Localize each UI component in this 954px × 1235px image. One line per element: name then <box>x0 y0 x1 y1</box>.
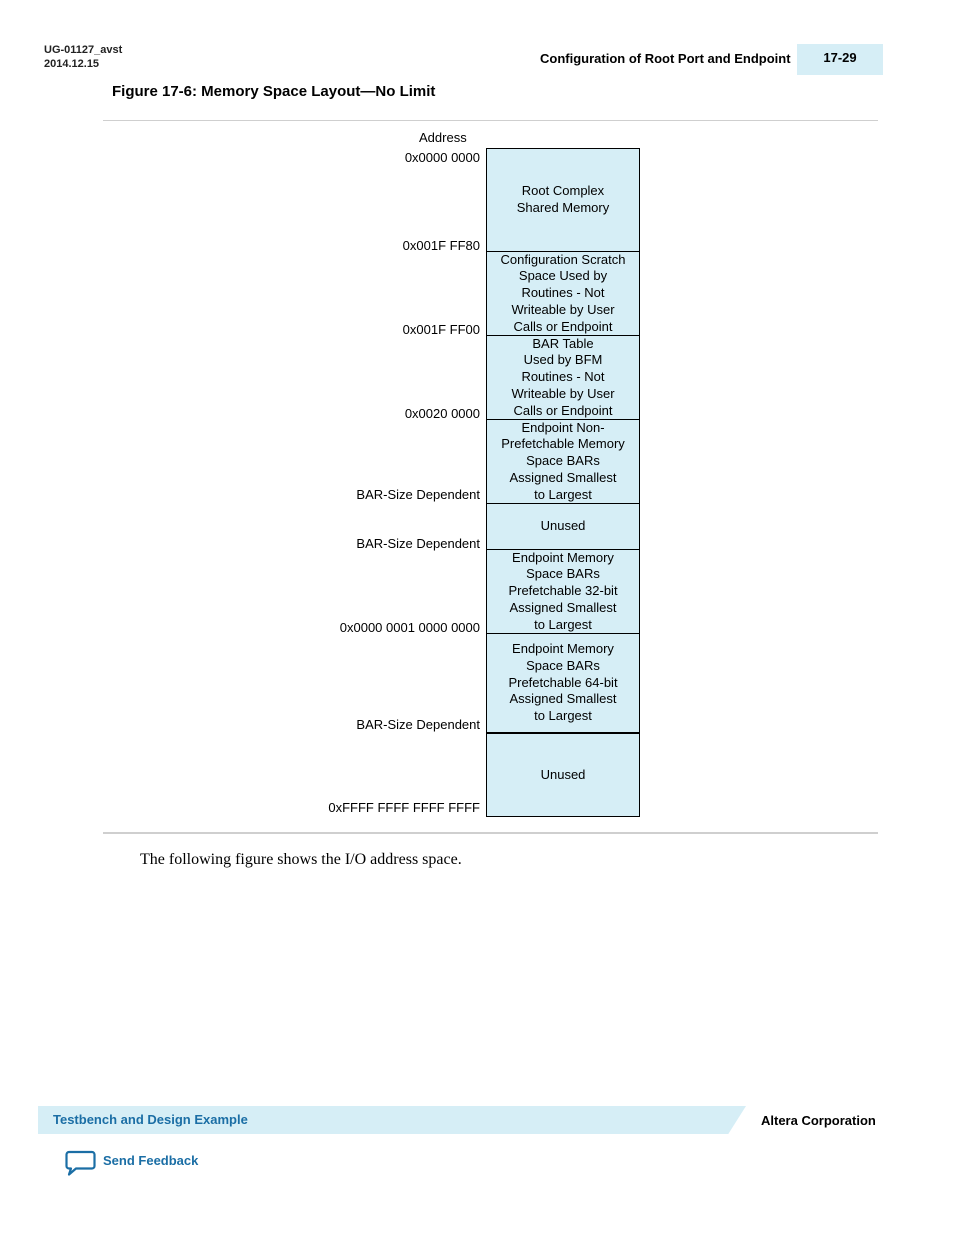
block-line: Space BARs <box>526 657 600 673</box>
memory-block-nonprefetch <box>486 419 640 503</box>
block-line: Unused <box>540 766 586 782</box>
figure-title: Figure 17-6: Memory Space Layout—No Limit <box>112 83 436 100</box>
block-line: Prefetchable 32-bit <box>508 583 618 599</box>
address-label: 0x001F FF80 <box>402 238 480 253</box>
doc-date: 2014.12.15 <box>44 58 100 70</box>
page-number: 17-29 <box>797 44 883 75</box>
header-title: Configuration of Root Port and Endpoint <box>540 51 791 66</box>
block-line: Assigned Smallest <box>509 469 617 485</box>
block-line: Used by BFM <box>523 352 603 368</box>
block-line: Configuration Scratch <box>500 251 626 267</box>
block-line: Endpoint Memory <box>512 549 614 565</box>
block-line: Endpoint Memory <box>512 641 614 656</box>
send-feedback-link[interactable]: Send Feedback <box>103 1153 199 1168</box>
address-label: 0x0000 0000 <box>404 150 480 165</box>
block-line: Space BARs <box>526 566 600 582</box>
block-line: Prefetchable 64-bit <box>508 674 618 690</box>
block-line: Shared Memory <box>516 199 610 215</box>
footer-section-link[interactable]: Testbench and Design Example <box>53 1112 248 1127</box>
memory-block-unused <box>486 503 640 549</box>
block-line: Writeable by User <box>511 301 615 317</box>
block-line: Assigned Smallest <box>509 599 617 615</box>
address-label: BAR-Size Dependent <box>356 717 480 732</box>
block-line: Unused <box>540 518 586 534</box>
memory-block-prefetch-64 <box>486 633 640 732</box>
block-line: Space Used by <box>518 268 608 284</box>
block-line: BAR Table <box>532 335 594 351</box>
address-heading: Address <box>419 130 467 145</box>
block-line: Space BARs <box>526 453 600 469</box>
block-line: Routines - Not <box>521 285 605 301</box>
memory-block-bar-table <box>486 335 640 419</box>
block-line: Assigned Smallest <box>509 691 617 707</box>
memory-block-unused-top <box>486 732 640 816</box>
address-label: BAR-Size Dependent <box>356 487 480 502</box>
block-line: Prefetchable Memory <box>501 436 625 452</box>
block-line: Endpoint Non- <box>521 419 605 435</box>
memory-block-root-complex <box>486 148 640 251</box>
figure-bottom-rule <box>103 832 878 834</box>
feedback-icon[interactable] <box>65 1150 96 1177</box>
doc-meta <box>44 43 122 71</box>
block-line: to Largest <box>534 486 592 502</box>
address-label: 0x001F FF00 <box>402 322 480 337</box>
block-line: Writeable by User <box>511 385 615 401</box>
block-line: to Largest <box>534 616 592 632</box>
block-line: Routines - Not <box>521 369 605 385</box>
doc-id: UG-01127_avst <box>44 44 123 56</box>
address-label: BAR-Size Dependent <box>356 536 480 551</box>
address-label: 0x0000 0001 0000 0000 <box>339 620 480 635</box>
block-line: Calls or Endpoint <box>513 318 613 334</box>
block-line: to Largest <box>534 708 592 724</box>
figure-top-rule <box>103 120 878 121</box>
block-line: Root Complex <box>521 182 605 198</box>
address-label: 0xFFFF FFFF FFFF FFFF <box>328 800 480 815</box>
block-line: Calls or Endpoint <box>513 402 613 418</box>
footer-company: Altera Corporation <box>761 1113 876 1128</box>
address-label: 0x0020 0000 <box>404 406 480 421</box>
memory-block-prefetch-32 <box>486 549 640 633</box>
body-paragraph: The following figure shows the I/O address space. <box>140 851 462 868</box>
memory-block-config-scratch <box>486 251 640 335</box>
